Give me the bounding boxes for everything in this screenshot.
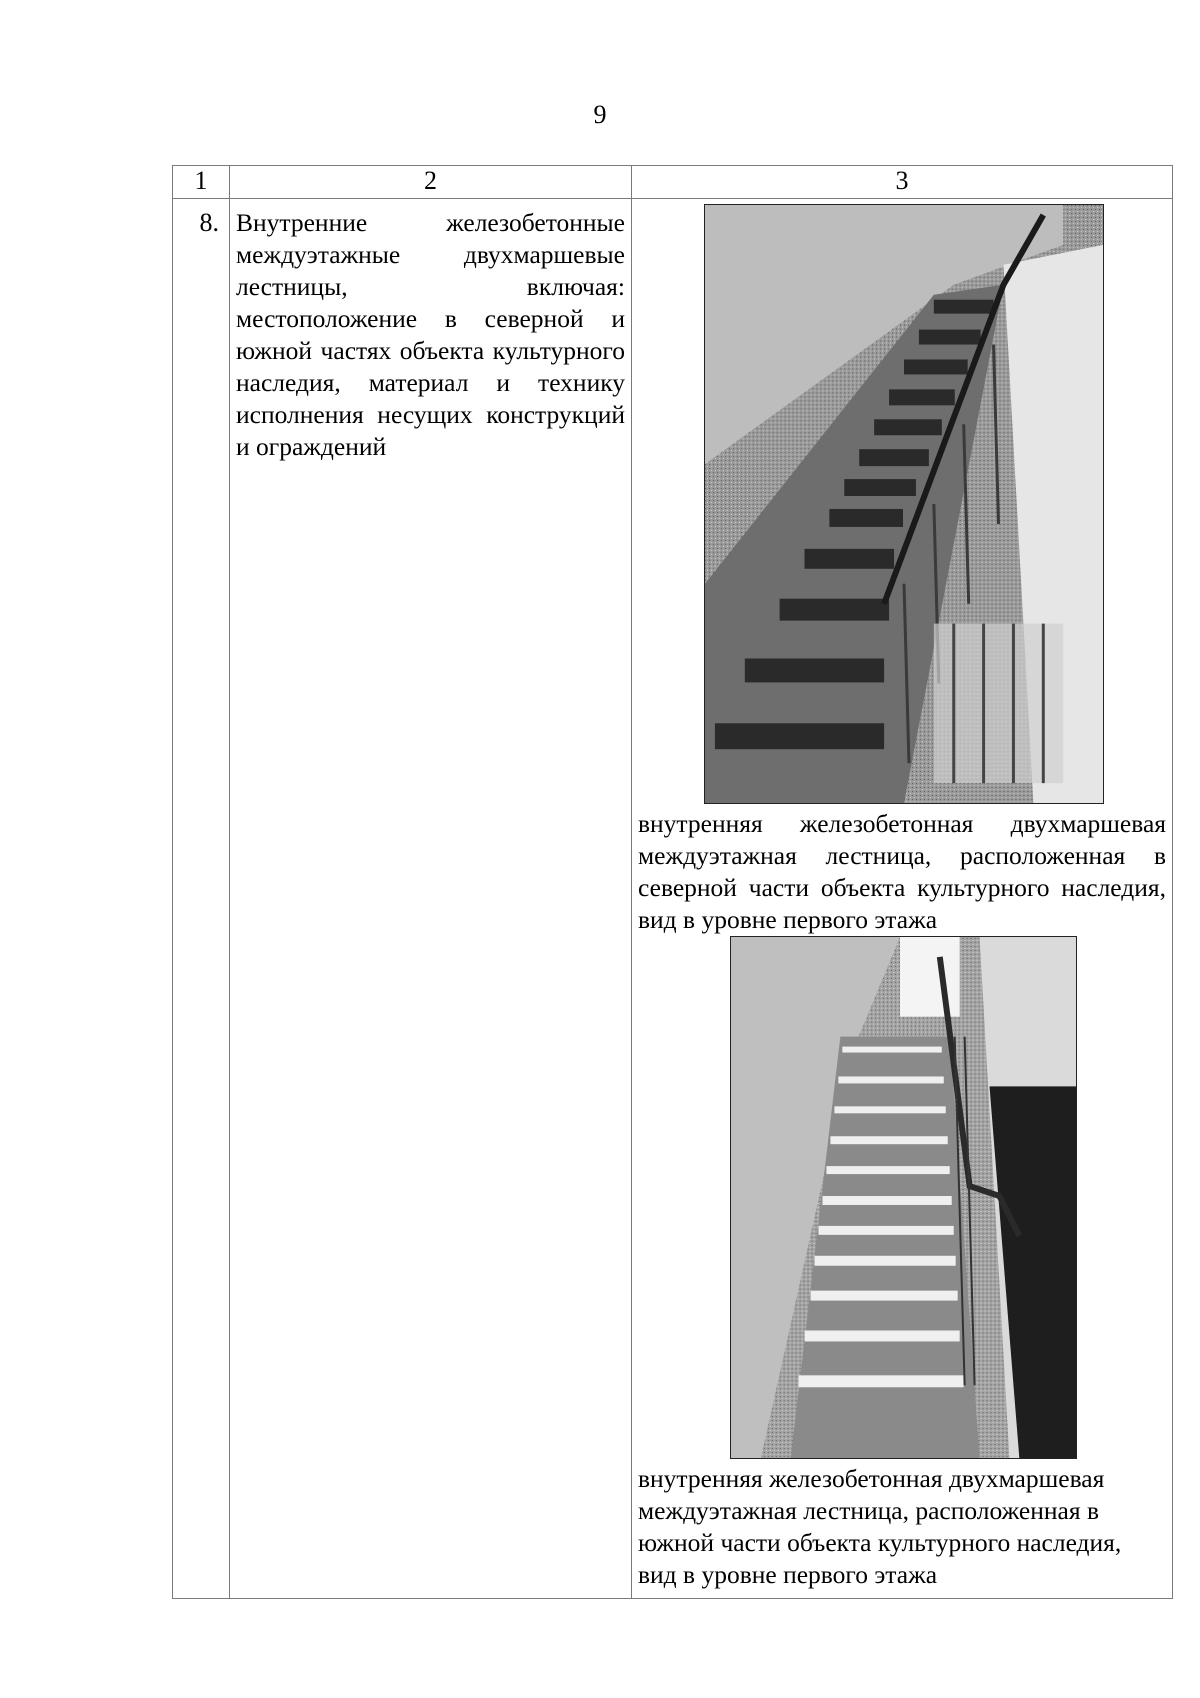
photo-caption-north: внутренняя железобетонная двухмаршевая междуэтажная лестница, расположенная в северной части объекта культурного наследия, вид в уровне первого этажа <box>638 809 1166 934</box>
row-description: Внутренние железобетонные междуэтажные двухмаршевые лестницы, включая: местоположение в северной и южной частях объекта культурного наследия, материал и технику исполнения несущих конструкций и ограждений <box>230 199 632 1599</box>
column-header-1: 1 <box>173 166 230 199</box>
staircase-photo-icon <box>731 937 1076 1458</box>
row-photos-cell <box>632 199 1173 1599</box>
page-number: 9 <box>593 100 607 129</box>
row-number: 8. <box>173 199 230 1599</box>
photo-caption-south: внутренняя железобетонная двухмаршевая междуэтажная лестница, расположенная в южной части объекта культурного наследия, вид в уровне первого этажа <box>638 1464 1122 1589</box>
table-row <box>173 199 1173 1599</box>
staircase-photo-south <box>730 936 1077 1459</box>
column-header-3: 3 <box>632 166 1173 199</box>
heritage-elements-table <box>172 165 1173 1599</box>
table-header-row <box>173 166 1173 199</box>
staircase-photo-icon <box>705 205 1103 803</box>
column-header-2: 2 <box>230 166 632 199</box>
staircase-photo-north <box>704 204 1104 804</box>
